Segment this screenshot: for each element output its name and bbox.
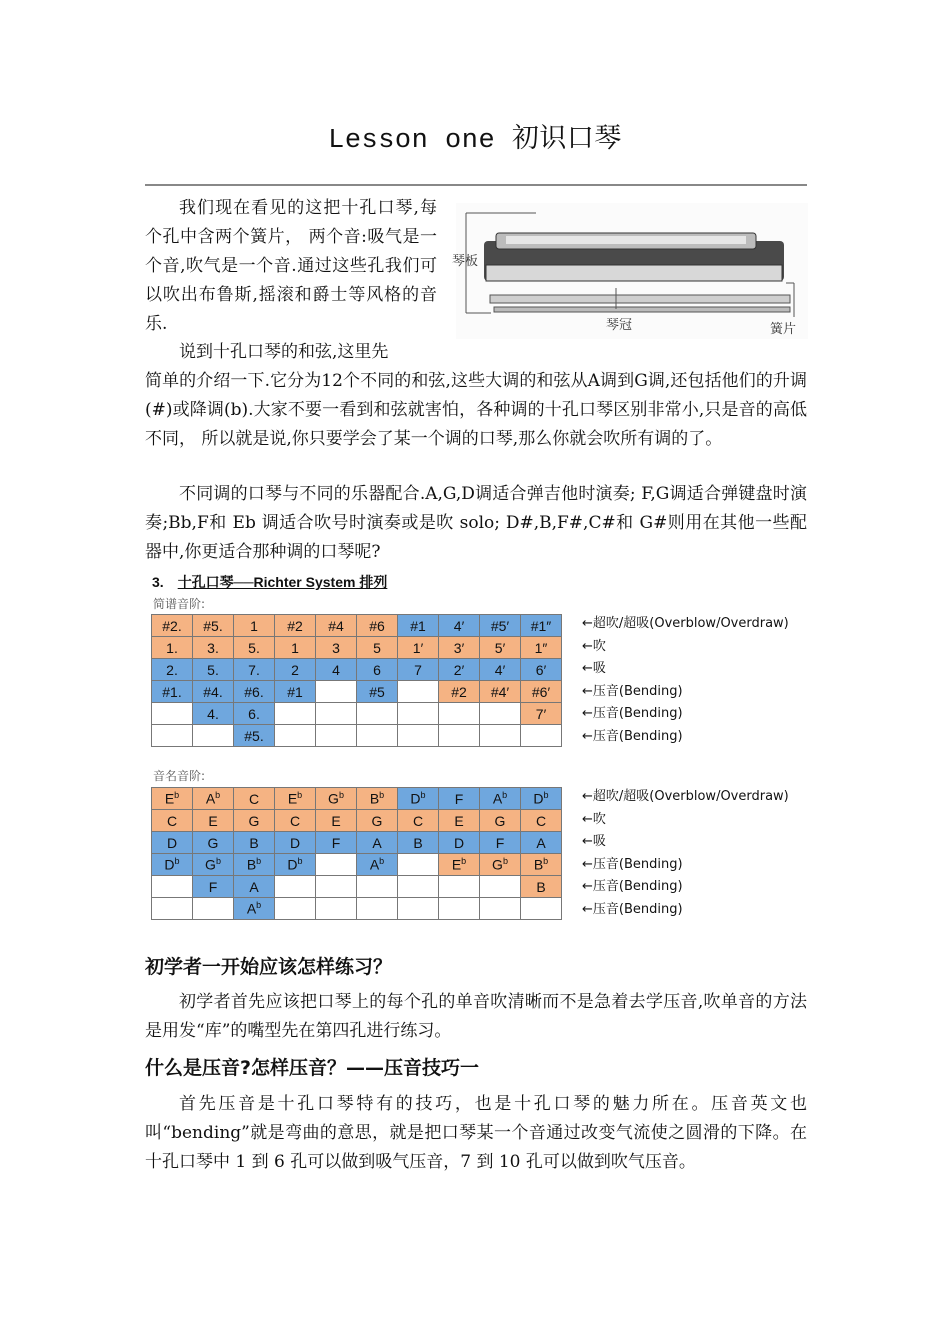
note-letter: C [535,812,547,829]
row-label: ←超吹/超吸(Overblow/Overdraw) [582,789,789,804]
yinming-label: 音名音阶: [153,769,206,783]
jianpu-cell: 5. [234,637,275,659]
jianpu-cell [398,703,439,725]
note-name-cell [275,876,316,898]
jianpu-cell [275,703,316,725]
harmonica-reed-label: 簧片 [770,322,797,337]
note-letter: D [453,834,465,851]
note-letter: C [412,812,424,829]
flat-accidental: b [256,856,262,867]
note-letter: B [249,834,259,851]
note-letter: C [166,812,178,829]
note-name-cell [275,788,316,810]
jianpu-cell: #5 [357,681,398,703]
note-letter: E [454,812,464,829]
note-name-cell [480,854,521,876]
note-name-cell [193,898,234,920]
jianpu-cell: #2. [152,615,193,637]
jianpu-cell: 4′ [439,615,480,637]
note-name-cell [398,832,439,854]
note-name-cell [193,854,234,876]
jianpu-cell: #5. [234,725,275,747]
row-label: ←压音(Bending) [582,901,683,917]
jianpu-cell [316,681,357,703]
note-name-cell [316,788,357,810]
note-name-cell [357,810,398,832]
flat-accidental: b [461,856,467,867]
flat-accidental: b [297,790,303,801]
jianpu-cell: #2 [275,615,316,637]
note-name-cell [398,898,439,920]
note-letter: D [164,856,175,873]
jianpu-cell: 1 [275,637,316,659]
note-name-cell [234,810,275,832]
note-name-cell [480,898,521,920]
note-name-cell [521,898,562,920]
jianpu-cell: 5. [193,659,234,681]
note-letter: B [246,856,257,873]
note-letter: E [287,790,298,807]
flat-accidental: b [215,856,221,867]
row-label: ←压音(Bending) [582,856,683,872]
flat-accidental: b [174,790,180,801]
jianpu-cell: #1 [398,615,439,637]
flat-accidental: b [379,856,385,867]
flat-accidental: b [338,790,344,801]
note-letter: D [287,856,298,873]
note-name-row [152,854,562,876]
jianpu-cell [480,725,521,747]
flat-accidental: b [256,900,262,911]
note-name-row-labels [582,786,789,921]
row-label: ←压音(Bending) [582,879,683,894]
intro-paragraph-2-start: 说到十孔口琴的和弦,这里先 [179,342,389,362]
note-name-cell [480,832,521,854]
note-name-cell [357,788,398,810]
jianpu-cell: 2 [275,659,316,681]
jianpu-cell [152,703,193,725]
title-divider [145,184,807,186]
jianpu-cell: #6. [234,681,275,703]
note-name-cell [439,876,480,898]
jianpu-cell: 1′ [398,637,439,659]
note-letter: E [451,856,462,873]
note-name-row [152,788,562,810]
note-name-cell [234,788,275,810]
jianpu-row [152,681,562,703]
jianpu-cell: #1 [275,681,316,703]
note-letter: E [164,790,175,807]
jianpu-cell: 6′ [521,659,562,681]
note-name-cell [152,898,193,920]
note-name-cell [152,854,193,876]
jianpu-cell [398,681,439,703]
note-letter: B [413,834,423,851]
note-name-cell [521,854,562,876]
note-name-cell [439,788,480,810]
note-name-cell [316,810,357,832]
note-letter: G [494,812,506,829]
note-name-cell [357,898,398,920]
note-letter: A [369,856,380,873]
jianpu-cell: 4 [316,659,357,681]
jianpu-cell: 6. [234,703,275,725]
note-name-cell [521,788,562,810]
jianpu-cell: 7′ [521,703,562,725]
flat-accidental: b [174,856,180,867]
flat-accidental: b [215,790,221,801]
jianpu-cell: 6 [357,659,398,681]
note-name-cell [275,898,316,920]
jianpu-row [152,659,562,681]
note-letter: A [536,834,546,851]
section-heading-beginner: 初学者一开始应该怎样练习？ [145,956,393,978]
note-name-cell [357,854,398,876]
page-title: Lesson one 初识口琴 [328,126,622,156]
jianpu-cell [480,703,521,725]
section-heading-bending: 什么是压音?怎样压音？——压音技巧一 [145,1057,480,1079]
jianpu-cell [152,725,193,747]
jianpu-cell [439,703,480,725]
note-letter: A [205,790,216,807]
note-name-cell [357,832,398,854]
row-label: ←压音(Bending) [582,728,683,744]
note-name-cell [316,832,357,854]
note-name-cell [398,876,439,898]
jianpu-cell [398,725,439,747]
note-letter: F [208,878,218,895]
note-name-cell [521,832,562,854]
row-label: ←吸 [582,834,606,849]
note-name-row [152,876,562,898]
jianpu-cell: 4′ [480,659,521,681]
note-name-cell [152,810,193,832]
note-name-cell [480,876,521,898]
jianpu-cell: 1 [234,615,275,637]
note-name-cell [439,854,480,876]
jianpu-cell: #5′ [480,615,521,637]
note-letter: D [289,834,301,851]
row-label: ←吹 [582,638,606,654]
note-letter: A [492,790,503,807]
jianpu-cell: 2. [152,659,193,681]
note-letter: A [372,834,382,851]
note-name-cell [316,898,357,920]
jianpu-label: 简谱音阶: [153,597,206,611]
jianpu-cell: #5. [193,615,234,637]
flat-accidental: b [502,790,508,801]
jianpu-cell: 3′ [439,637,480,659]
jianpu-cell [316,725,357,747]
intro-paragraph-3: 不同调的口琴与不同的乐器配合.A,G,D调适合弹吉他时演奏; F,G调适合弹键盘时演奏;Bb,F和 Eb 调适合吹号时演奏或是吹 solo; D#,B,F#,C#和 G#则用在其他一些配器中,你更适合那种调的口琴呢? [145,484,807,562]
jianpu-cell: 1″ [521,637,562,659]
harmonica-image [452,203,808,339]
jianpu-cell: #6′ [521,681,562,703]
note-letter: G [371,812,383,829]
intro-paragraph-2-rest: 简单的介绍一下.它分为12个不同的和弦,这些大调的和弦从A调到G调,还包括他们的升调(#)或降调(b).大家不要一看到和弦就害怕，各种调的十孔口琴区别非常小,只是音的高低不同， 所以就是说,你只要学会了某一个调的口琴,那么你就会吹所有调的了。 [145,371,807,449]
note-name-cell [521,810,562,832]
note-name-cell [275,854,316,876]
jianpu-cell [316,703,357,725]
figure-title [152,572,387,592]
section-body-beginner: 初学者首先应该把口琴上的每个孔的单音吹清晰而不是急着去学压音,吹单音的方法是用发“库”的嘴型先在第四孔进行练习。 [145,992,807,1041]
jianpu-cell: #2 [439,681,480,703]
note-letter: D [166,834,178,851]
note-name-cell [193,832,234,854]
row-label: ←压音(Bending) [582,706,683,721]
jianpu-cell: #1″ [521,615,562,637]
note-letter: B [533,856,544,873]
jianpu-cell [521,725,562,747]
harmonica-plate-label: 琴板 [452,254,479,269]
note-name-cell [152,832,193,854]
note-name-cell [439,898,480,920]
note-letter: F [454,790,464,807]
jianpu-cell: 3. [193,637,234,659]
note-name-row [152,832,562,854]
jianpu-cell: 7. [234,659,275,681]
jianpu-cell: 5 [357,637,398,659]
jianpu-cell: #6 [357,615,398,637]
note-letter: G [492,856,503,873]
row-label: ←吸 [582,661,606,676]
note-letter: C [248,790,260,807]
jianpu-cell: 3 [316,637,357,659]
note-letter: D [533,790,544,807]
note-letter: E [208,812,218,829]
jianpu-cell: 1. [152,637,193,659]
jianpu-cell: #4. [193,681,234,703]
jianpu-cell [193,725,234,747]
note-name-cell [316,876,357,898]
note-letter: D [410,790,421,807]
jianpu-row-labels [582,613,789,748]
note-name-cell [193,810,234,832]
flat-accidental: b [420,790,426,801]
jianpu-row [152,703,562,725]
note-letter: G [328,790,339,807]
jianpu-cell: 5′ [480,637,521,659]
row-label: ←压音(Bending) [582,683,683,699]
note-letter: G [205,856,216,873]
jianpu-row [152,637,562,659]
note-name-cell [275,832,316,854]
note-letter: A [246,900,257,917]
jianpu-cell: #4 [316,615,357,637]
note-name-table [151,787,562,920]
flat-accidental: b [502,856,508,867]
jianpu-cell: 7 [398,659,439,681]
note-name-cell [439,810,480,832]
jianpu-cell [275,725,316,747]
note-name-cell [316,854,357,876]
row-label: ←超吹/超吸(Overblow/Overdraw) [582,616,789,631]
note-name-cell [357,876,398,898]
jianpu-cell [357,703,398,725]
note-name-row [152,898,562,920]
note-name-cell [152,876,193,898]
figure-title-text: 十孔口琴──Richter System 排列 [177,574,388,590]
note-letter: F [495,834,505,851]
note-name-cell [234,854,275,876]
jianpu-cell [439,725,480,747]
note-letter: F [331,834,341,851]
note-name-cell [275,810,316,832]
note-letter: G [207,834,219,851]
note-name-cell [480,788,521,810]
note-letter: A [249,878,259,895]
note-letter: E [331,812,341,829]
note-name-cell [398,854,439,876]
note-name-cell [193,788,234,810]
harmonica-cover-label: 琴冠 [606,318,633,333]
jianpu-cell [357,725,398,747]
row-label: ←吹 [582,811,606,827]
note-name-cell [152,788,193,810]
note-name-cell [480,810,521,832]
note-name-cell [234,832,275,854]
note-name-cell [521,876,562,898]
jianpu-row [152,725,562,747]
flat-accidental: b [297,856,303,867]
flat-accidental: b [543,856,549,867]
figure-number: 3. [152,574,164,590]
note-letter: B [536,878,546,895]
jianpu-cell: 2′ [439,659,480,681]
jianpu-cell: 4. [193,703,234,725]
note-letter: C [289,812,301,829]
note-letter: B [369,790,380,807]
note-name-cell [398,810,439,832]
note-name-cell [234,898,275,920]
jianpu-cell: #1. [152,681,193,703]
note-name-cell [234,876,275,898]
jianpu-cell: #4′ [480,681,521,703]
section-body-bending: 首先压音是十孔口琴特有的技巧，也是十孔口琴的魅力所在。压音英文也叫“bending”就是弯曲的意思，就是把口琴某一个音通过改变气流使之圆滑的下降。在十孔口琴中 1 到 6 孔可以做到吸气压音，7 到 10 孔可以做到吹气压音。 [145,1094,807,1172]
intro-paragraph-1: 我们现在看见的这把十孔口琴,每个孔中含两个簧片， 两个音:吸气是一个音,吹气是一个音.通过这些孔我们可以吹出布鲁斯,摇滚和爵士等风格的音乐. [145,198,437,334]
flat-accidental: b [379,790,385,801]
note-letter: G [248,812,260,829]
flat-accidental: b [543,790,549,801]
note-name-cell [193,876,234,898]
note-name-cell [398,788,439,810]
note-name-cell [439,832,480,854]
note-name-row [152,810,562,832]
jianpu-row [152,615,562,637]
jianpu-table [151,614,562,747]
